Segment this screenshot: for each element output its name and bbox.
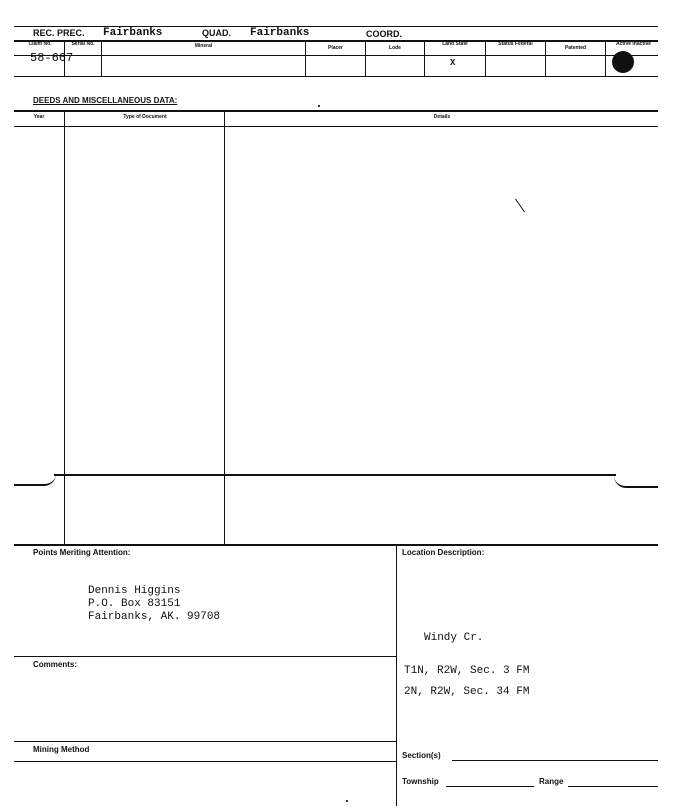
col-placer: Placer	[327, 45, 343, 51]
mining-label: Mining Method	[33, 745, 90, 754]
location-line2: 2N, R2W, Sec. 34 FM	[404, 686, 530, 698]
col-status-federal: Status Federal	[498, 41, 533, 47]
fold-curl-right	[614, 476, 658, 488]
rec-prec-value: Fairbanks	[103, 27, 163, 39]
sections-line	[452, 760, 658, 761]
claim-table-header-bottom	[14, 55, 658, 56]
col-claim-no: Claim No.	[28, 41, 52, 47]
deeds-header-bottom	[14, 126, 658, 127]
location-line1: T1N, R2W, Sec. 3 FM	[404, 665, 530, 677]
township-line	[446, 786, 534, 787]
quad-label: QUAD.	[202, 28, 231, 38]
comments-top	[14, 656, 396, 657]
col-lode: Lode	[389, 45, 401, 51]
col-type: Type of Document	[123, 114, 167, 120]
comments-label: Comments:	[33, 660, 78, 669]
quad-value: Fairbanks	[250, 27, 310, 39]
location-creek: Windy Cr.	[424, 632, 484, 644]
mining-top	[14, 741, 396, 742]
bottom-section-top	[14, 544, 658, 546]
claim-no-value: 58-667	[30, 51, 74, 65]
fold-curl-left	[14, 474, 56, 486]
deeds-section-title: DEEDS AND MISCELLANEOUS DATA:	[33, 96, 178, 105]
address-line3: Fairbanks, AK. 99708	[88, 611, 221, 623]
range-line	[568, 786, 658, 787]
address-line2: P.O. Box 83151	[88, 598, 181, 610]
stray-dot	[318, 105, 320, 107]
sections-label: Section(s)	[402, 751, 441, 760]
mining-bottom	[14, 761, 396, 762]
col-details: Details	[433, 114, 451, 120]
bottom-col-divider	[396, 544, 397, 806]
col-patented: Patented	[564, 45, 587, 51]
col-land-state: Land State	[442, 41, 468, 47]
active-ink-blot	[612, 51, 634, 73]
col-mineral: Mineral	[194, 43, 213, 49]
fold-line	[54, 474, 616, 476]
claim-table-top	[14, 40, 658, 42]
address-line1: Dennis Higgins	[88, 585, 181, 597]
col-active: Active Inactive	[616, 41, 652, 47]
deeds-col-divider-2	[224, 110, 225, 545]
rec-prec-label: REC. PREC.	[33, 28, 85, 38]
claim-col-divider-8	[605, 40, 606, 76]
col-year: Year	[33, 114, 45, 120]
stray-mark	[515, 199, 525, 213]
township-label: Township	[402, 777, 439, 786]
col-serial-no: Serial No.	[71, 41, 95, 47]
coord-label: COORD.	[366, 29, 402, 39]
range-label: Range	[539, 777, 564, 786]
land-state-mark: X	[450, 58, 456, 68]
location-label: Location Description:	[402, 548, 485, 557]
deeds-col-divider-1	[64, 110, 65, 545]
claim-table-bottom	[14, 76, 658, 77]
deeds-header-top	[14, 110, 658, 112]
stray-dot-bottom	[346, 800, 348, 802]
points-label: Points Meriting Attention:	[33, 548, 131, 557]
